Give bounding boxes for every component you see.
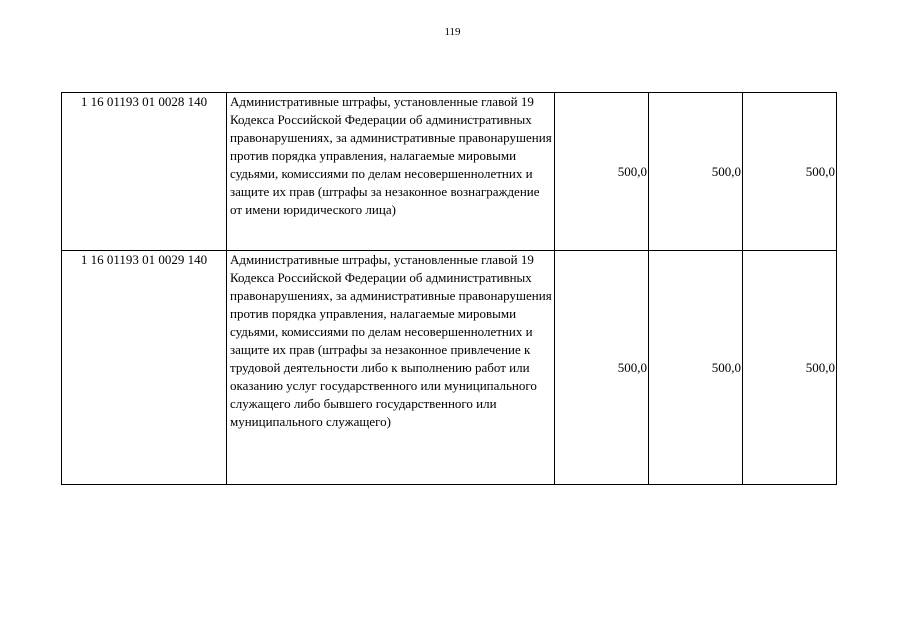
amount-year-3: 500,0 bbox=[743, 93, 837, 251]
table-row bbox=[62, 93, 837, 251]
amount-year-2: 500,0 bbox=[649, 93, 743, 251]
amount-year-2: 500,0 bbox=[649, 251, 743, 485]
budget-table bbox=[61, 92, 837, 485]
amount-year-3: 500,0 bbox=[743, 251, 837, 485]
amount-year-1: 500,0 bbox=[555, 93, 649, 251]
income-description: Административные штрафы, установленные главой 19 Кодекса Российской Федерации об административных правонарушениях, за административные правонарушения против порядка управления, налагаемые мировыми судьями, комиссиями по делам несовершеннолетних и защите их прав (штрафы за незаконное привлечение к трудовой деятельности либо к выполнению работ или оказанию услуг государственного или муниципального служащего либо бывшего государственного или муниципального служащего) bbox=[227, 251, 555, 485]
amount-year-1: 500,0 bbox=[555, 251, 649, 485]
page-number: 119 bbox=[444, 26, 461, 38]
budget-classification-code: 1 16 01193 01 0028 140 bbox=[62, 93, 227, 251]
table-row bbox=[62, 251, 837, 485]
income-description: Административные штрафы, установленные главой 19 Кодекса Российской Федерации об административных правонарушениях, за административные правонарушения против порядка управления, налагаемые мировыми судьями, комиссиями по делам несовершеннолетних и защите их прав (штрафы за незаконное вознаграждение от имени юридического лица) bbox=[227, 93, 555, 251]
budget-classification-code: 1 16 01193 01 0029 140 bbox=[62, 251, 227, 485]
